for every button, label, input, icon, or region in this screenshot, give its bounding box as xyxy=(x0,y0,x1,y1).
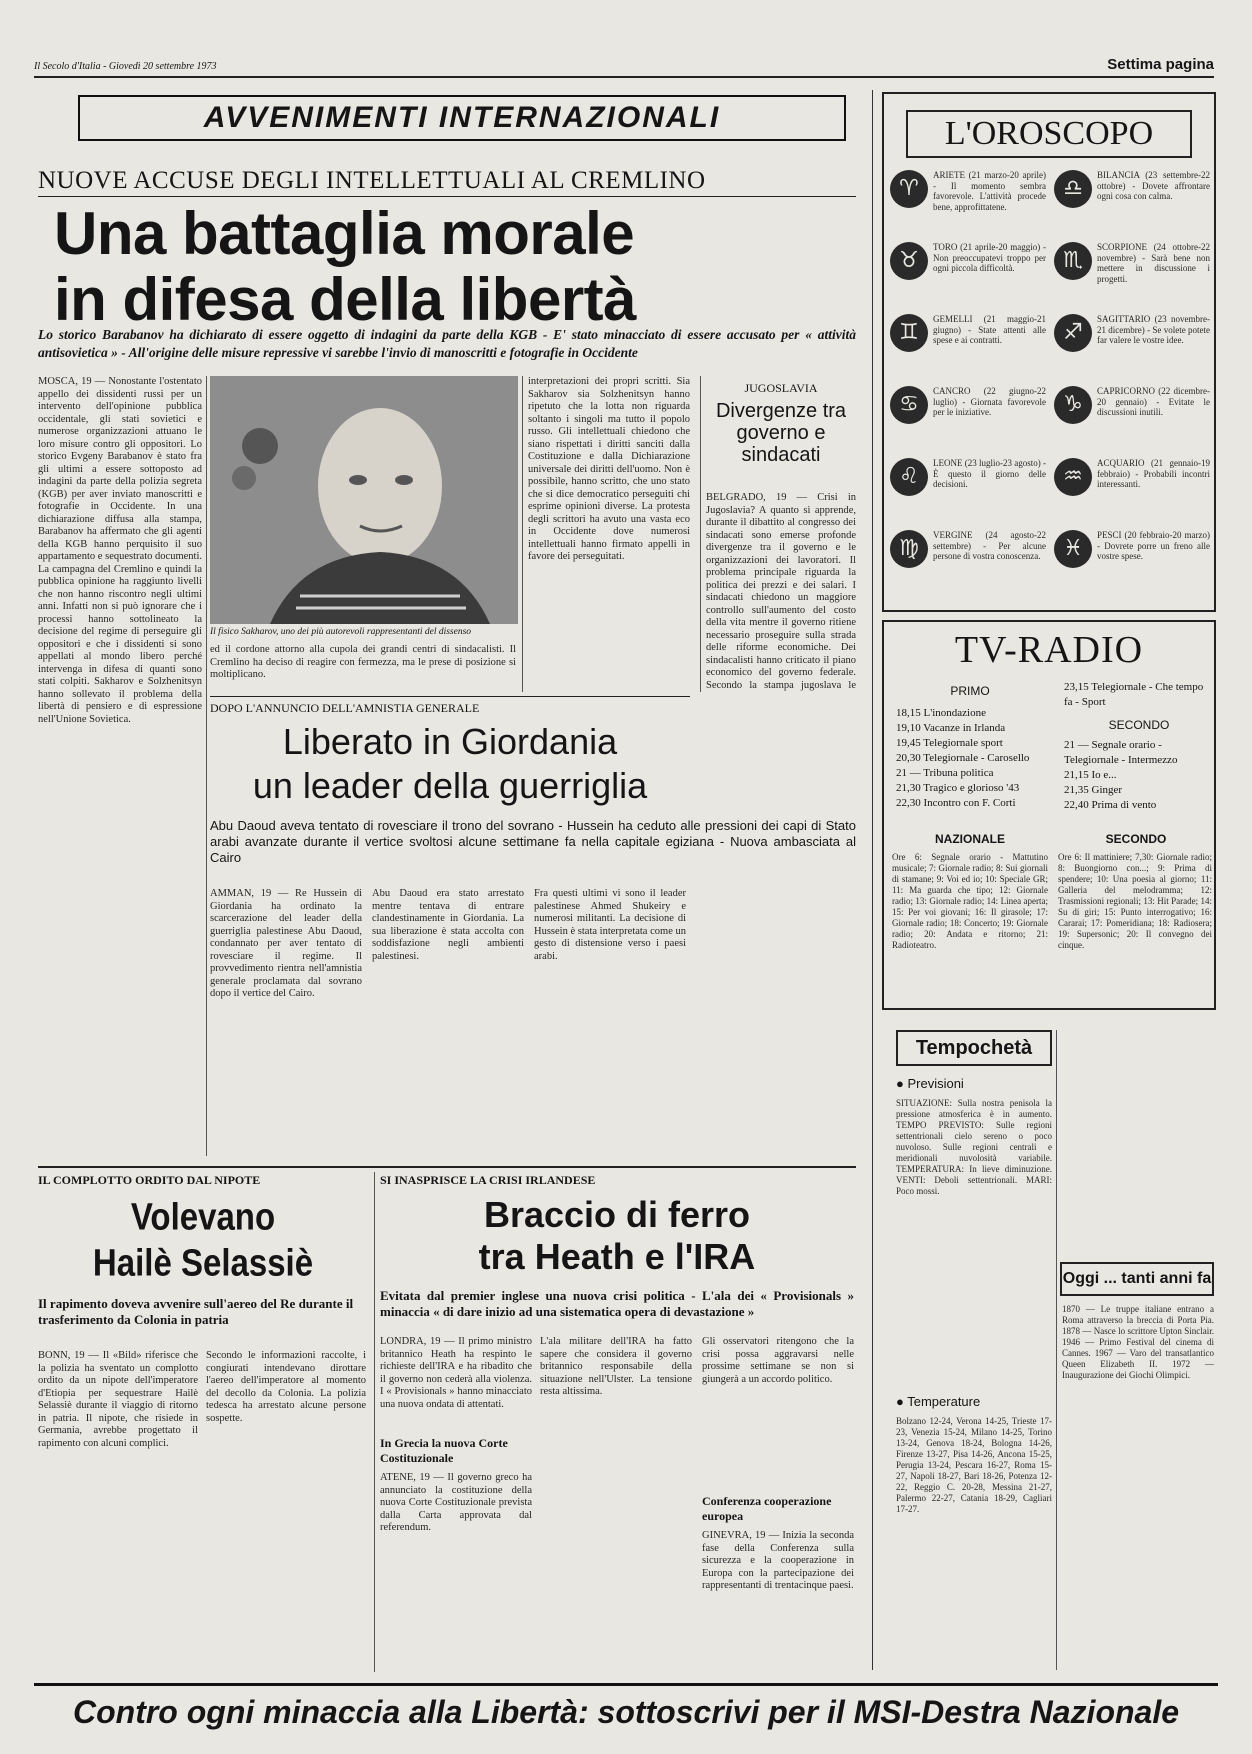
temperature-heading xyxy=(896,1394,1052,1412)
tv-program-item: 19,10 Vacanze in Irlanda xyxy=(896,722,1006,734)
previsioni-heading xyxy=(896,1076,1052,1094)
zodiac-sign-icon: ♓ xyxy=(1054,530,1092,568)
portrait-illustration xyxy=(210,376,518,624)
tv-secondo-label: SECONDO xyxy=(1108,718,1170,732)
irlanda-subhead: Evitata dal premier inglese una nuova crisi politica - L'ala dei « Provisionals » minaccia « di dare inizio ad una sistematica opera di devastazione » xyxy=(380,1288,854,1319)
oggi-text: 1870 — Le truppe italiane entrano a Roma attraverso la breccia di Porta Pia. 1878 — Nasce lo scrittore Upton Sinclair. 1946 — Primo Festival del cinema di Cannes. 1967 — Varo del transatlantico Queen Elizabeth II. 1972 — Inaugurazione dei Giochi Olimpici. xyxy=(1062,1304,1214,1380)
zodiac-sign-icon: ♑ xyxy=(1054,386,1092,424)
photo-caption: Il fisico Sakharov, uno dei più autorevoli rappresentanti del dissenso xyxy=(210,627,472,637)
horoscope-item xyxy=(1054,530,1210,592)
horoscope-text: CANCRO (22 giugno-22 luglio) - Giornata favorevole per le iniziative. xyxy=(933,386,1046,417)
tv-program-item: 21,35 Ginger xyxy=(1064,784,1123,796)
tv-program-item: 22,30 Incontro con F. Corti xyxy=(896,797,1016,809)
jugoslavia-kicker: JUGOSLAVIA xyxy=(744,381,818,395)
horoscope-item xyxy=(890,458,1046,520)
haile-subhead: Il rapimento doveva avvenire sull'aereo del Re durante il trasferimento da Colonia in patria xyxy=(38,1296,354,1327)
horoscope-item xyxy=(890,530,1046,592)
tv-primo-list xyxy=(896,706,1056,826)
column-rule xyxy=(522,376,523,692)
irlanda-kicker: SI INASPRISCE LA CRISI IRLANDESE xyxy=(380,1173,596,1187)
zodiac-sign-icon: ♊ xyxy=(890,314,928,352)
horoscope-text: TORO (21 aprile-20 maggio) - Non preoccupatevi troppo per ogni piccola difficoltà. xyxy=(933,242,1046,273)
tv-primo-label: PRIMO xyxy=(950,684,990,698)
previsioni-text: SITUAZIONE: Sulla nostra penisola la pressione atmosferica è in aumento. TEMPO PREVISTO: Sulle regioni settentrionali cielo sereno o poco nuvoloso. Sulle regioni centrali e meridionali nuvolosità variabile. TEMPERATURA: In lieve diminuzione. VENTI: Deboli settentrionali. MARI: Poco mossi. xyxy=(896,1098,1052,1196)
horoscope-text: CAPRICORNO (22 dicembre-20 gennaio) - Evitate le discussioni inutili. xyxy=(1097,386,1210,417)
main-body-col1: MOSCA, 19 — Nonostante l'ostentato appello dei dissidenti russi per un intervento dell'opinione pubblica occidentale, gli stati sovietici e numerose organizzazioni attuano le loro misure contro gli oppositori. Lo storico Evgeny Barabanov è stato fra gli ultimi a essere sottoposto ad indagini da parte della polizia segreta (KGB) per aver inviato manoscritti e fotografie in Occidente. In una dichiarazione diffusa alla stampa, Barabanov ha affermato che gli agenti della KGB hanno perquisito il suo appartamento e sequestrato documenti. La campagna del Cremlino e quindi la pubblica opinione ha raggiunto livelli che non hanno riscontro negli ultimi anni. Infatti non si può ignorare che i processi hanno sottolineato la decisione del regime di perseguire gli oppositori e che i dissidenti si sono appellati al mondo libero perché intervenga in difesa di quanti sono stati colpiti. Sakharov e Solzhenitsyn hanno sollevato il problema della libertà di pensiero e di espressione nell'Unione Sovietica. xyxy=(38,376,202,725)
tv-program-item: 20,30 Telegiornale - Carosello xyxy=(896,752,1030,764)
previsioni-label: Previsioni xyxy=(907,1076,964,1091)
zodiac-sign-icon: ♐ xyxy=(1054,314,1092,352)
radio-nazionale-label: NAZIONALE xyxy=(935,832,1005,846)
tv-program-item: 21 — Tribuna politica xyxy=(896,767,994,779)
haile-body-col2: Secondo le informazioni raccolte, i congiurati intendevano dirottare l'aereo dell'imperatore al momento del decollo da Colonia. La polizia tedesca ha arrestato alcune persone sospette. xyxy=(206,1350,366,1424)
column-rule xyxy=(1056,1030,1057,1670)
sidebar-rule xyxy=(872,90,873,1670)
irlanda-headline-line1: Braccio di ferro xyxy=(483,1194,751,1235)
horoscope-item xyxy=(890,386,1046,448)
divider xyxy=(210,696,690,697)
tv-program-item: 22,40 Prima di vento xyxy=(1064,799,1157,811)
radio-secondo-text: Ore 6: Il mattiniere; 7,30: Giornale radio; 8: Buongiorno con...; 9: Prima di spendere; 10: Una poesia al giorno; 11: Galleria del melodramma; 12: Trasmissioni regionali; 13: Hit Parade; 14: Su di giri; 15: Punto interrogativo; 16: Cararai; 17: Pomeridiana; 18: Radiosera; 19: Supersonic; 20: Il convegno dei cinque. xyxy=(1058,852,1212,950)
temperature-text: Bolzano 12-24, Verona 14-25, Trieste 17-23, Venezia 15-24, Milano 14-25, Torino 13-24, Genova 18-24, Bologna 14-26, Firenze 13-27, Pisa 14-26, Ancona 15-25, Perugia 13-24, Pescara 16-27, Roma 15-27, Napoli 18-27, Bari 18-26, Potenza 12-22, Reggio C. 20-28, Messina 21-27, Palermo 22-27, Catania 18-29, Cagliari 17-27. xyxy=(896,1416,1052,1514)
bullet-icon: ● xyxy=(896,1076,908,1091)
conferenza-title: Conferenza cooperazione europea xyxy=(702,1494,832,1523)
giordania-headline-line1: Liberato in Giordania xyxy=(282,721,618,762)
footer-slogan: Contro ogni minaccia alla Libertà: sottoscrivi per il MSI-Destra Nazionale xyxy=(34,1683,1218,1735)
giordania-subhead: Abu Daoud aveva tentato di rovesciare il trono del sovrano - Hussein ha ceduto alle pressioni dei capi di Stato arabi avanzate durante il vertice svoltosi alcune settimane fa nella capitale egiziana - Nuova ambasciata al Cairo xyxy=(210,818,856,865)
horoscope-item xyxy=(890,242,1046,304)
tv-program-item: 21 — Segnale orario - Telegiornale - Intermezzo xyxy=(1064,739,1178,766)
zodiac-sign-icon: ♍ xyxy=(890,530,928,568)
zodiac-sign-icon: ♌ xyxy=(890,458,928,496)
giordania-headline-line2: un leader della guerriglia xyxy=(252,765,648,806)
tv-program-item: 21,30 Tragico e glorioso '43 xyxy=(896,782,1020,794)
horoscope-text: SAGITTARIO (23 novembre-21 dicembre) - Se volete potete far valere le vostre idee. xyxy=(1097,314,1210,345)
jugoslavia-body: BELGRADO, 19 — Crisi in Jugoslavia? A quanto si apprende, durante il dibattito al congresso dei sindacati sono emerse profonde divergenze tra il governo e le organizzazioni dei lavoratori. Il problema principale riguarda la politica dei prezzi e dei salari. I sindacati chiedono un maggiore controllo sull'aumento del costo della vita mentre il governo ritiene necessario proseguire sulla strada delle riforme economiche. Dei sindacalisti hanno criticato il piano economico del governo federale. Secondo la stampa jugoslava le xyxy=(706,492,856,691)
zodiac-sign-icon: ♉ xyxy=(890,242,928,280)
irlanda-headline-line2: tra Heath e l'IRA xyxy=(478,1236,756,1277)
horoscope-item xyxy=(1054,458,1210,520)
conferenza-body: GINEVRA, 19 — Inizia la seconda fase della Conferenza sulla sicurezza e la cooperazione in Europa con la partecipazione dei rappresentanti di trentacinque paesi. xyxy=(702,1530,854,1591)
horoscope-item xyxy=(1054,170,1210,232)
haile-headline-line2: Hailè Selassiè xyxy=(92,1241,314,1284)
grecia-body: ATENE, 19 — Il governo greco ha annunciato la costituzione della nuova Corte Costituzionale prevista dalla Carta approvata dal referendum. xyxy=(380,1472,532,1533)
page-label: Settima pagina xyxy=(1107,56,1214,73)
horoscope-text: SCORPIONE (24 ottobre-22 novembre) - Sarà bene non mettere in discussione i progetti. xyxy=(1097,242,1210,284)
main-body-col2: ed il cordone attorno alla cupola dei grandi centri di sindacalisti. Il Cremlino ha deciso di reagire con fermezza, ma le prese di posizione si moltiplicano. xyxy=(210,644,516,680)
main-kicker: NUOVE ACCUSE DEGLI INTELLETTUALI AL CREMLINO xyxy=(38,167,706,194)
tv-program-item: 19,45 Telegiornale sport xyxy=(896,737,1003,749)
divider xyxy=(38,1166,856,1168)
jugoslavia-headline: Divergenze tra governo e sindacati xyxy=(715,400,847,466)
irlanda-body-col3: Gli osservatori ritengono che la crisi possa aggravarsi nelle prossime settimane se non si giungerà a un accordo politico. xyxy=(702,1336,854,1385)
bullet-icon: ● xyxy=(896,1394,908,1409)
masthead-date: Il Secolo d'Italia - Giovedì 20 settembre 1973 xyxy=(34,61,217,72)
zodiac-sign-icon: ♈ xyxy=(890,170,928,208)
column-rule xyxy=(374,1172,375,1672)
horoscope-text: ACQUARIO (21 gennaio-19 febbraio) - Probabili incontri interessanti. xyxy=(1097,458,1210,489)
horoscope-text: ARIETE (21 marzo-20 aprile) - Il momento sembra favorevole. L'attività procede bene, approfittatene. xyxy=(933,170,1046,212)
giordania-body-col2: Abu Daoud era stato arrestato mentre tentava di entrare clandestinamente in Giordania. La sua liberazione è stata accolta con soddisfazione negli ambienti palestinesi. xyxy=(372,888,524,962)
main-body-col3: interpretazioni dei propri scritti. Sia Sakharov sia Solzhenitsyn hanno ripetuto che la lotta non riguarda soltanto i singoli ma tutto il popolo russo. Gli intellettuali chiedono che siano rispettati i diritti sanciti dalla Costituzione e dalla Dichiarazione universale dei diritti dell'uomo. Non è possibile, hanno scritto, che uno stato che si dice democratico perseguiti chi esprime opinioni diverse. La protesta degli scrittori ha avuto una vasta eco in Occidente dove numerosi intellettuali hanno firmato appelli in favore dei perseguitati. xyxy=(528,376,690,562)
main-subhead: Lo storico Barabanov ha dichiarato di essere oggetto di indagini da parte della KGB - E' stato minacciato di essere accusato per « attività antisovietica » - All'origine delle misure repressive vi sarebbe l'invio di manoscritti e fotografie in Occidente xyxy=(38,327,856,360)
horoscope-text: BILANCIA (23 settembre-22 ottobre) - Dovete affrontare ogni cosa con calma. xyxy=(1097,170,1210,201)
divider xyxy=(38,196,856,197)
column-rule xyxy=(700,376,701,692)
main-headline-line2: in difesa della libertà xyxy=(54,266,637,333)
irlanda-body-col1: LONDRA, 19 — Il primo ministro britannico Heath ha respinto le richieste dell'IRA e ha ribadito che il governo non cederà alla violenza. I « Provisionals » hanno minacciato una nuova ondata di attentati. xyxy=(380,1336,532,1410)
jugoslavia-body-cont xyxy=(706,888,856,1154)
tv-primo-late: 23,15 Telegiornale - Che tempo fa - Sport xyxy=(1064,681,1204,708)
giordania-body-col3: Fra questi ultimi vi sono il leader palestinese Ahmed Shukeiry e numerosi militanti. La decisione di Hussein è stata interpretata come un gesto di distensione verso i paesi arabi. xyxy=(534,888,686,962)
haile-kicker: IL COMPLOTTO ORDITO DAL NIPOTE xyxy=(38,1173,261,1187)
zodiac-sign-icon: ♋ xyxy=(890,386,928,424)
tempo-extra xyxy=(1062,1030,1214,1256)
grecia-title: In Grecia la nuova Corte Costituzionale xyxy=(380,1436,508,1465)
giordania-body-col1: AMMAN, 19 — Re Hussein di Giordania ha ordinato la scarcerazione del leader della guerriglia palestinese Abu Daoud, condannato per aver tentato di rovesciare il regime. Il provvedimento rientra nell'amnistia generale proclamata dal sovrano dopo il vertice del Cairo. xyxy=(210,888,362,999)
radio-nazionale-text: Ore 6: Segnale orario - Mattutino musicale; 7: Giornale radio; 8: Sui giornali di stamane; 9: Voi ed io; 10: Speciale GR; 11: Ma guarda che tipo; 12: Giornale radio; 13: Giornale radio; 14: Linea aperta; 15: Per voi giovani; 16: Il girasole; 17: Giornale radio; 18: Concerto; 19: Giornale radio; 20: Andata e ritorno; 21: Radioteatro. xyxy=(892,852,1048,950)
horoscope-text: VERGINE (24 agosto-22 settembre) - Per alcune persone di vostra conoscenza. xyxy=(933,530,1046,561)
horoscope-item xyxy=(890,314,1046,376)
haile-headline-line1: Volevano xyxy=(130,1195,276,1238)
horoscope-text: PESCI (20 febbraio-20 marzo) - Dovrete porre un freno alle vostre spese. xyxy=(1097,530,1210,561)
zodiac-sign-icon: ♒ xyxy=(1054,458,1092,496)
tv-secondo-list xyxy=(1064,738,1214,828)
horoscope-item xyxy=(1054,242,1210,304)
tv-program-item: 18,15 L'inondazione xyxy=(896,707,986,719)
section-banner: AVVENIMENTI INTERNAZIONALI xyxy=(78,95,846,141)
running-head xyxy=(34,56,1214,78)
horoscope-list xyxy=(890,170,1210,592)
tv-program-item: 21,15 Io e... xyxy=(1064,769,1117,781)
tempo-title: Tempochetà xyxy=(896,1030,1052,1066)
zodiac-sign-icon: ♎ xyxy=(1054,170,1092,208)
sakharov-photo xyxy=(210,376,518,624)
radio-secondo-label: SECONDO xyxy=(1105,832,1167,846)
giordania-kicker: DOPO L'ANNUNCIO DELL'AMNISTIA GENERALE xyxy=(210,701,480,715)
oggi-title: Oggi ... tanti anni fa xyxy=(1060,1262,1214,1296)
oroscopo-grid xyxy=(890,170,1210,606)
horoscope-text: LEONE (23 luglio-23 agosto) - È questo il giorno delle decisioni. xyxy=(933,458,1046,489)
temperature-label: Temperature xyxy=(907,1394,981,1409)
oroscopo-title: L'OROSCOPO xyxy=(906,110,1192,158)
irlanda-body-col2: L'ala militare dell'IRA ha fatto sapere che considera il governo britannico responsabile della situazione nell'Ulster. La tensione resta altissima. xyxy=(540,1336,692,1397)
horoscope-text: GEMELLI (21 maggio-21 giugno) - State attenti alle spese e ai contratti. xyxy=(933,314,1046,345)
horoscope-item xyxy=(1054,386,1210,448)
column-rule xyxy=(206,376,207,1156)
zodiac-sign-icon: ♏ xyxy=(1054,242,1092,280)
haile-body-col1: BONN, 19 — Il «Bild» riferisce che la polizia ha sventato un complotto ordito da un nipote dell'imperatore d'Etiopia per sequestrare Hailè Selassiè durante il viaggio di ritorno in patria. Il nipote, che risiede in Germania, avrebbe progettato il rapimento con alcuni complici. xyxy=(38,1350,198,1449)
tv-title: TV-RADIO xyxy=(954,629,1144,671)
main-headline-line1: Una battaglia morale xyxy=(54,200,635,267)
horoscope-item xyxy=(1054,314,1210,376)
horoscope-item xyxy=(890,170,1046,232)
